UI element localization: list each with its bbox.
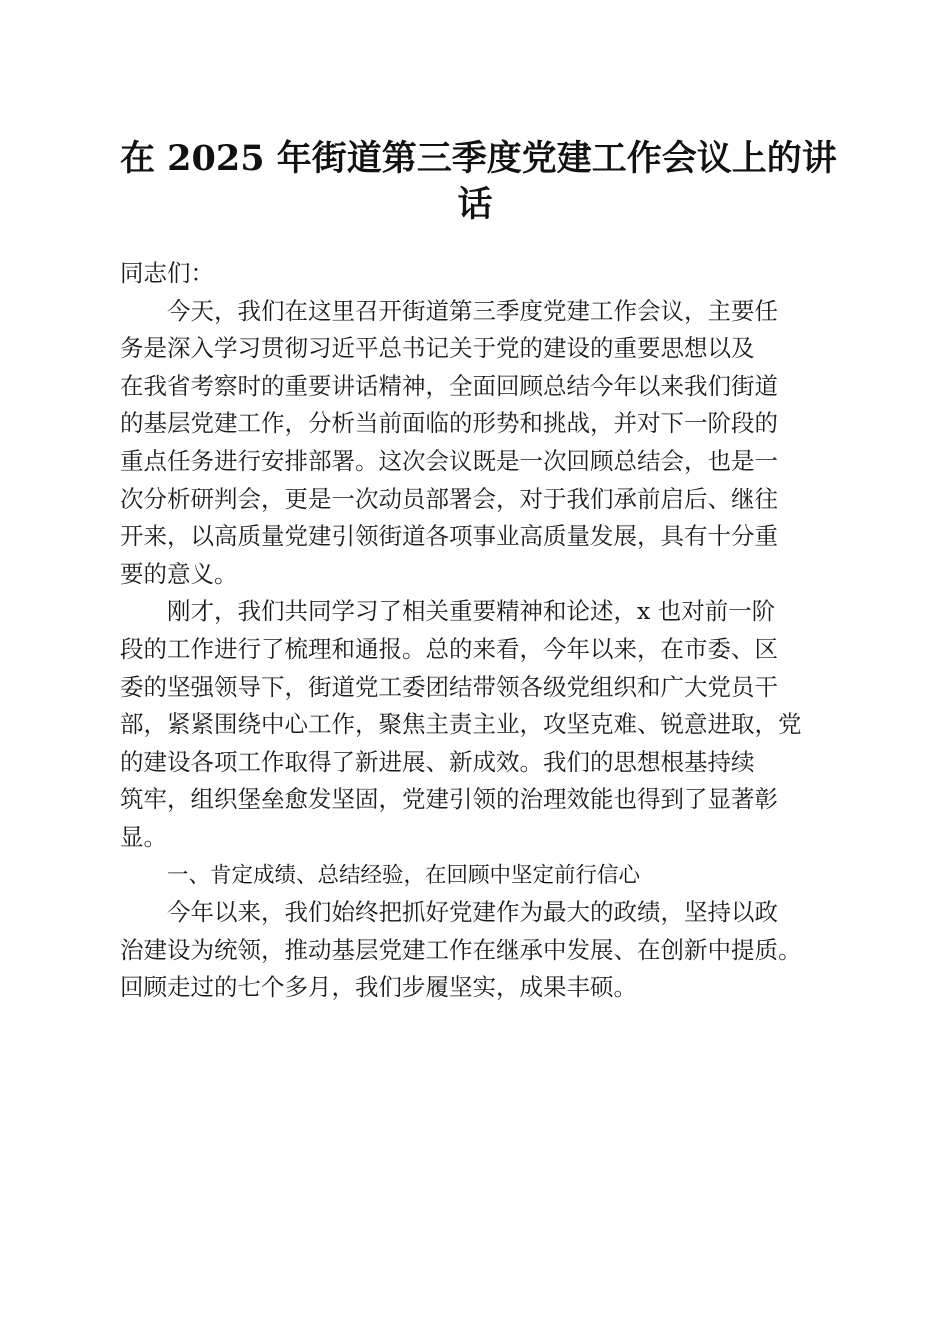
paragraph-line: 要的意义。 <box>120 559 238 588</box>
paragraph-line: 今年以来，我们始终把抓好党建作为最大的政绩，坚持以政 <box>167 898 778 927</box>
section-heading: 一、肯定成绩、总结经验，在回顾中坚定前行信心 <box>167 862 641 888</box>
paragraph-opening <box>120 293 832 594</box>
document-title <box>120 136 837 228</box>
title-line: 话 <box>457 184 493 225</box>
paragraph-line: 务是深入学习贯彻习近平总书记关于党的建设的重要思想以及 <box>120 334 755 363</box>
paragraph-line: 回顾走过的七个多月，我们步履坚实，成果丰硕。 <box>120 973 637 1002</box>
paragraph-section-one <box>120 894 832 1007</box>
paragraph-line: 治建设为统领，推动基层党建工作在继承中发展、在创新中提质。 <box>120 935 802 964</box>
document-body <box>120 255 832 1007</box>
paragraph-review <box>120 593 832 856</box>
paragraph-line: 重点任务进行安排部署。这次会议既是一次回顾总结会，也是一 <box>120 446 778 475</box>
paragraph-line: 段的工作进行了梳理和通报。总的来看，今年以来，在市委、区 <box>120 634 778 663</box>
paragraph-line: 筑牢，组织堡垒愈发坚固，党建引领的治理效能也得到了显著彰 <box>120 785 778 814</box>
salutation: 同志们： <box>120 259 214 287</box>
paragraph-line: 次分析研判会，更是一次动员部署会，对于我们承前启后、继往 <box>120 484 778 513</box>
paragraph-line: 的建设各项工作取得了新进展、新成效。我们的思想根基持续 <box>120 747 755 776</box>
paragraph-line: 委的坚强领导下，街道党工委团结带领各级党组织和广大党员干 <box>120 672 778 701</box>
paragraph-line: 在我省考察时的重要讲话精神，全面回顾总结今年以来我们街道 <box>120 371 778 400</box>
paragraph-line: 显。 <box>120 822 167 851</box>
paragraph-line: 的基层党建工作，分析当前面临的形势和挑战，并对下一阶段的 <box>120 409 778 438</box>
paragraph-line: 今天，我们在这里召开街道第三季度党建工作会议，主要任 <box>167 296 778 325</box>
paragraph-line: 部，紧紧围绕中心工作，聚焦主责主业，攻坚克难、锐意进取，党 <box>120 710 802 739</box>
paragraph-line: 刚才，我们共同学习了相关重要精神和论述，x 也对前一阶 <box>167 597 776 626</box>
title-line: 在 2025 年街道第三季度党建工作会议上的讲 <box>120 138 837 179</box>
paragraph-line: 开来，以高质量党建引领街道各项事业高质量发展，具有十分重 <box>120 522 778 551</box>
